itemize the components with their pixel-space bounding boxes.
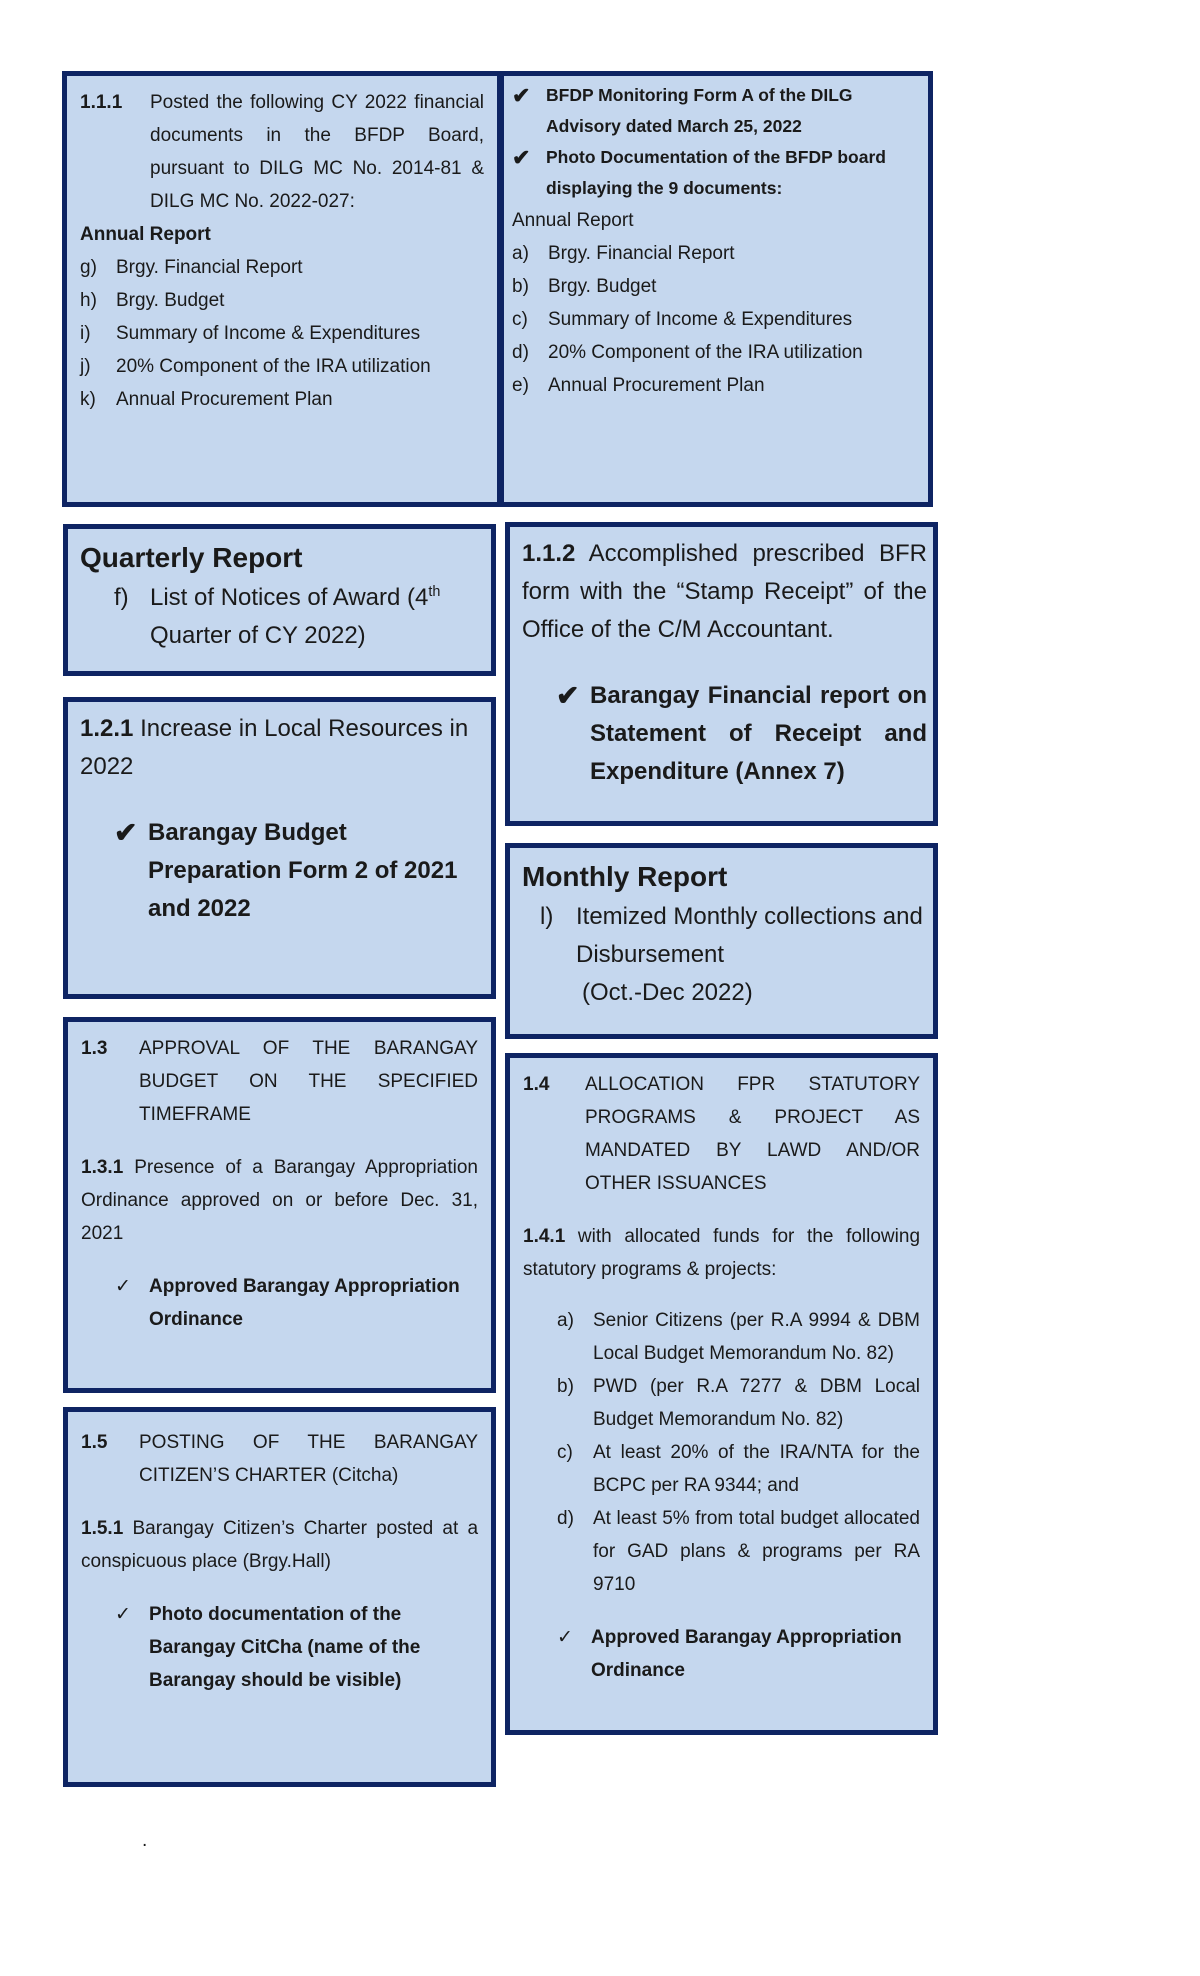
sub-section-text: Presence of a Barangay Appropriation Ordinance approved on or before Dec. 31, 2021 (81, 1157, 478, 1244)
list-item: f) List of Notices of Award (4th Quarter of CY 2022) (114, 584, 441, 649)
check-icon: ✓ (115, 1604, 131, 1625)
list-item: b) Brgy. Budget (512, 276, 657, 297)
check-item: ✓ Approved Barangay Appropriation Ordinance (523, 1621, 920, 1687)
box-1-1-1 (62, 71, 502, 507)
box-1-4 (505, 1053, 938, 1735)
section-number: 1.1.2 (522, 540, 576, 567)
check-icon: ✓ (115, 1276, 131, 1297)
check-icon: ✔ (114, 817, 138, 848)
quarterly-report-heading: Quarterly Report (80, 542, 303, 573)
check-item: ✔ BFDP Monitoring Form A of the DILG Advisory dated March 25, 2022 (512, 80, 924, 142)
section-number: 1.3 (81, 1038, 108, 1059)
list-item: h) Brgy. Budget (80, 290, 225, 311)
section-text: Posted the following CY 2022 financial documents in the BFDP Board, pursuant to DILG MC No. 2014-81 & DILG MC No. 2022-027: (150, 92, 484, 212)
check-icon: ✔ (512, 145, 531, 170)
annual-report-heading: Annual Report (512, 210, 634, 231)
sub-section-number: 1.3.1 (81, 1157, 124, 1178)
section-number: 1.4 (523, 1074, 550, 1095)
list-item: a) Senior Citizens (per R.A 9994 & DBM Local Budget Memorandum No. 82) (557, 1310, 920, 1364)
list-item: b) PWD (per R.A 7277 & DBM Local Budget Memorandum No. 82) (557, 1376, 920, 1430)
list-item: c) Summary of Income & Expenditures (512, 309, 853, 330)
box-bfdp-monitoring (499, 71, 933, 507)
footer-dot: . (142, 1830, 148, 1851)
check-item: ✔ Barangay Financial report on Statement of Receipt and Expenditure (Annex 7) (522, 677, 927, 791)
list-item: i) Summary of Income & Expenditures (80, 323, 421, 344)
list-item: l) Itemized Monthly collections and Disbursement (Oct.-Dec 2022) (540, 903, 923, 1006)
section-text: ALLOCATION FPR STATUTORY PROGRAMS & PROJECT AS MANDATED BY LAWD AND/OR OTHER ISSUANCES (585, 1074, 920, 1194)
list-item: c) At least 20% of the IRA/NTA for the BCPC per RA 9344; and (557, 1442, 920, 1496)
section-number: 1.1.1 (80, 92, 123, 113)
section-text: Accomplished prescribed BFR form with the “Stamp Receipt” of the Office of the C/M Accountant. (522, 540, 928, 643)
list-item: d) 20% Component of the IRA utilization (512, 342, 863, 363)
check-item: ✔ Barangay Budget Preparation Form 2 of 2021 and 2022 (80, 814, 485, 928)
check-icon: ✔ (556, 680, 580, 711)
section-number: 1.2.1 (80, 715, 134, 742)
section-number: 1.5 (81, 1432, 108, 1453)
list-item: d) At least 5% from total budget allocated for GAD plans & programs per RA 9710 (557, 1508, 920, 1595)
check-icon: ✓ (557, 1627, 573, 1648)
sub-section-number: 1.5.1 (81, 1518, 124, 1539)
box-1-5 (63, 1407, 496, 1787)
box-1-1-2 (505, 522, 938, 826)
check-item: ✔ Photo Documentation of the BFDP board displaying the 9 documents: (512, 142, 924, 204)
list-item: g) Brgy. Financial Report (80, 257, 303, 278)
section-text: APPROVAL OF THE BARANGAY BUDGET ON THE SPECIFIED TIMEFRAME (139, 1038, 478, 1125)
list-item: j) 20% Component of the IRA utilization (80, 356, 431, 377)
check-icon: ✔ (512, 83, 531, 108)
box-quarterly-report (63, 524, 496, 676)
box-1-2-1 (63, 697, 496, 999)
check-item: ✓ Photo documentation of the Barangay CitCha (name of the Barangay should be visible) (81, 1598, 478, 1697)
list-item: k) Annual Procurement Plan (80, 389, 333, 410)
annual-report-heading: Annual Report (80, 224, 211, 245)
monthly-report-heading: Monthly Report (522, 861, 728, 892)
box-1-3 (63, 1017, 496, 1393)
sub-section-text: with allocated funds for the following statutory programs & projects: (523, 1226, 921, 1280)
section-text: POSTING OF THE BARANGAY CITIZEN’S CHARTER (Citcha) (139, 1432, 478, 1486)
list-item: e) Annual Procurement Plan (512, 375, 765, 396)
section-text: Increase in Local Resources in 2022 (80, 715, 469, 780)
sub-section-number: 1.4.1 (523, 1226, 566, 1247)
sub-section-text: Barangay Citizen’s Charter posted at a conspicuous place (Brgy.Hall) (81, 1518, 479, 1572)
list-item: a) Brgy. Financial Report (512, 243, 735, 264)
check-item: ✓ Approved Barangay Appropriation Ordinance (81, 1270, 478, 1336)
box-monthly-report (505, 843, 938, 1039)
